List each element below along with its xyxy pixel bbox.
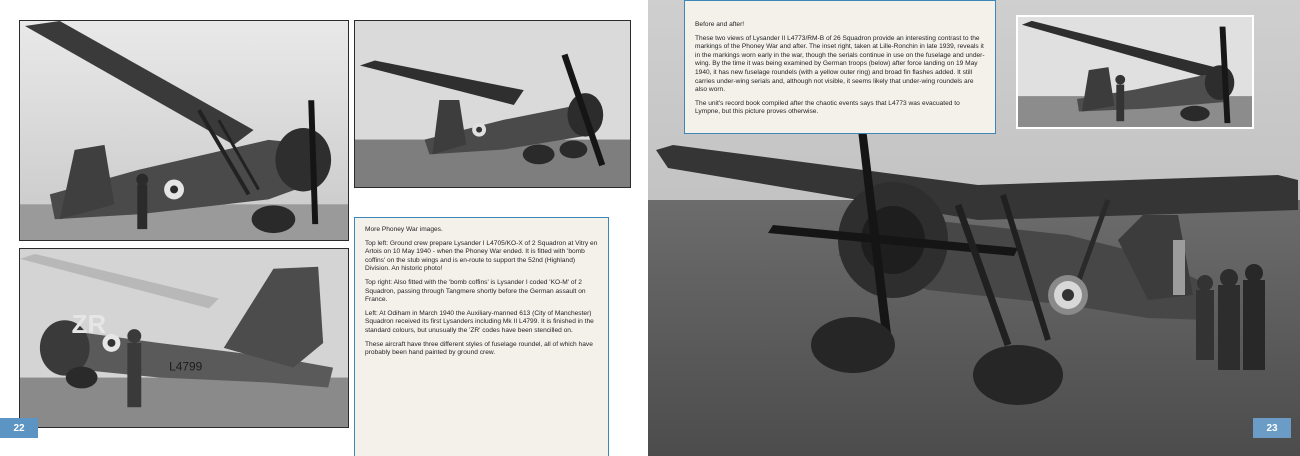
photo-inset-lysander-l4773-lille-ronchin: [1016, 15, 1254, 129]
caption-paragraph: Top left: Ground crew prepare Lysander I L4705/KO-X of 2 Squadron at Vitry en Artois on 10 May 1940 - when the Phoney War ended. It is fitted with 'bomb coffins' on the stub wings and is en-route to support the 52nd (Highland) Division. An historic photo!: [365, 239, 598, 273]
fuselage-code-zr: ZR: [71, 311, 107, 340]
photo-top-left-lysander-ko-x: [19, 20, 349, 241]
right-page: [648, 0, 1300, 456]
caption-paragraph: Left: At Odiham in March 1940 the Auxiliary-manned 613 (City of Manchester) Squadron received its first Lysanders including Mk II L4799. It is finished in the standard colours, but unusually the 'ZR' codes have been stencilled on.: [365, 309, 594, 334]
caption-heading: More Phoney War images.: [365, 226, 443, 233]
caption-paragraph: These two views of Lysander II L4773/RM-B of 26 Squadron provide an interesting contrast to the markings of the Phoney War and after. The inset right, taken at Lille-Ronchin in late 1939, reveals it in the markings worn early in the war, though the serials continue in use on the fuselage and under-wing. By the time it was being examined by German troops (below) after force landing on 19 May 1940, it has new fuselage roundels (with a yellow outer ring) and broad fin flashes added. It still carries under-wing serials and, although not visible, it seems likely that under-wing roundels are also worn.: [695, 34, 985, 94]
caption-heading: Before and after!: [695, 21, 745, 28]
caption-paragraph: These aircraft have three different styles of fuselage roundel, all of which have probably been hand painted by ground crew.: [365, 340, 593, 357]
page-number: 23: [1253, 418, 1291, 438]
caption-box-left: [354, 217, 609, 456]
photo-top-right-lysander-ko-m: [354, 20, 631, 188]
caption-paragraph: Top right: Also fitted with the 'bomb coffins' is Lysander I coded 'KO-M' of 2 Squadron, passing through Tangmere shortly before the German assault on France.: [365, 278, 586, 304]
caption-paragraph: The unit's record book compiled after the chaotic events says that L4773 was evacuated to Lympne, but this picture proves otherwise.: [695, 99, 960, 116]
caption-box-right: [684, 0, 996, 134]
page-number: 22: [0, 418, 38, 438]
photo-bottom-left-lysander-l4799: [19, 248, 349, 428]
left-page: [0, 0, 648, 456]
fuselage-serial-l4799: L4799: [169, 359, 203, 374]
